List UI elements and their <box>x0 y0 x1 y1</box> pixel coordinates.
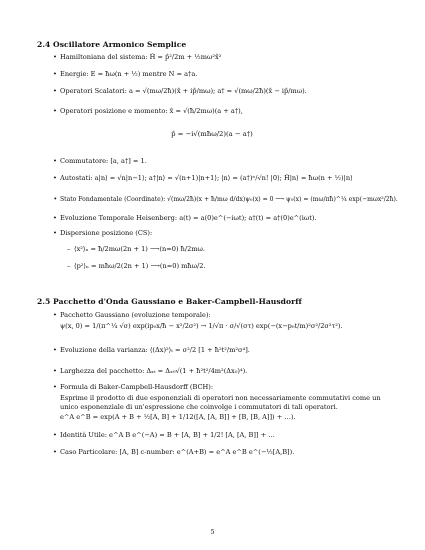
bch-equation: e^A e^B = exp(A + B + ½[A, B] + 1/12([A, [A, B]] + [B, [B, A]]) + …). <box>60 413 296 421</box>
list-item-ladder-operators: • Operatori Scalatori: a = √(mω/2ħ)(x̂ + ip̂/mω); a† = √(mω/2ħ)(x̂ − ip̂/mω). <box>60 87 307 95</box>
bch-description-line-1: Esprime il prodotto di due esponenziali di operatori non necessariamente commutativi come un <box>60 394 381 402</box>
list-item-commutator: • Commutatore: [a, a†] = 1. <box>60 157 147 165</box>
list-item-eigenstates: • Autostati: a|n⟩ = √n|n−1⟩; a†|n⟩ = √(n+1)|n+1⟩; |n⟩ = (a†)ⁿ/√n! |0⟩; Ĥ|n⟩ = ħω(n + ½)|n⟩ <box>60 174 353 182</box>
sub-item-p-squared: – ⟨p²⟩ₙ = mħω/2(2n + 1) ⟶(n=0) mħω/2. <box>74 262 206 270</box>
bch-description-line-2: unico esponenziale di un'espressione che coinvolge i commutatori di tali operatori. <box>60 403 338 411</box>
list-item-position-momentum: • Operatori posizione e momento: x̂ = √(ħ/2mω)(a + a†), <box>60 107 243 115</box>
page-number: 5 <box>210 528 215 536</box>
list-item-packet-width: • Larghezza del pacchetto: Δₓₜ = Δₓ₀√(1 + ħ²t²/4m²(Δx₀)⁴). <box>60 367 247 375</box>
section-title: 2.4 Oscillatore Armonico Semplice <box>37 40 187 49</box>
gaussian-wavefunction-equation: ψ(x, 0) = 1/(π^¼ √σ) exp(ip₀x/ħ − x²/2σ²) → 1/√π · σ/√(στ) exp(−(x−p₀t/m)²σ²/2σ²τ²). <box>60 322 343 330</box>
list-item-special-case: • Caso Particolare: [A, B] c-number: e^(A+B) = e^A e^B e^(−½[A,B]). <box>60 448 294 456</box>
list-item-gaussian-packet: • Pacchetto Gaussiano (evoluzione temporale): <box>60 311 211 319</box>
list-item-useful-identity: • Identità Utile: e^A B e^(−A) = B + [A, B] + 1/2! [A, [A, B]] + … <box>60 431 275 439</box>
sub-item-x-squared: – ⟨x²⟩ₙ = ħ/2mω(2n + 1) ⟶(n=0) ħ/2mω. <box>74 245 205 253</box>
list-item-bch-formula: • Formula di Baker-Campbell-Hausdorff (BCH): <box>60 383 213 391</box>
section-title: 2.5 Pacchetto d'Onda Gaussiano e Baker-Campbell-Hausdorff <box>37 297 302 306</box>
list-item-ground-state: • Stato Fondamentale (Coordinate): √(mω/2ħ)(x + ħ/mω d/dx)ψ₀(x) = 0 ⟶ ψ₀(x) = (mω/πħ)^¼ exp(−mωx²/2ħ). <box>60 195 398 203</box>
momentum-equation: p̂ = −i√(mħω/2)(a − a†) <box>171 130 253 138</box>
list-item-variance-evolution: • Evoluzione della varianza: ⟨(Δx)²⟩ₜ = σ²/2 [1 + ħ²t²/m²σ⁴]. <box>60 346 250 354</box>
list-item-heisenberg-evolution: • Evoluzione Temporale Heisenberg: a(t) = a(0)e^(−iωt); a†(t) = a†(0)e^(iωt). <box>60 214 317 222</box>
list-item-energies: • Energie: E = ħω(n + ½) mentre N = a†a. <box>60 70 197 78</box>
list-item-position-dispersion: • Dispersione posizione (CS): <box>60 229 152 237</box>
list-item-hamiltonian: • Hamiltoniana del sistema: Ĥ = p̂²/2m + ½mω²x̂² <box>60 53 221 61</box>
